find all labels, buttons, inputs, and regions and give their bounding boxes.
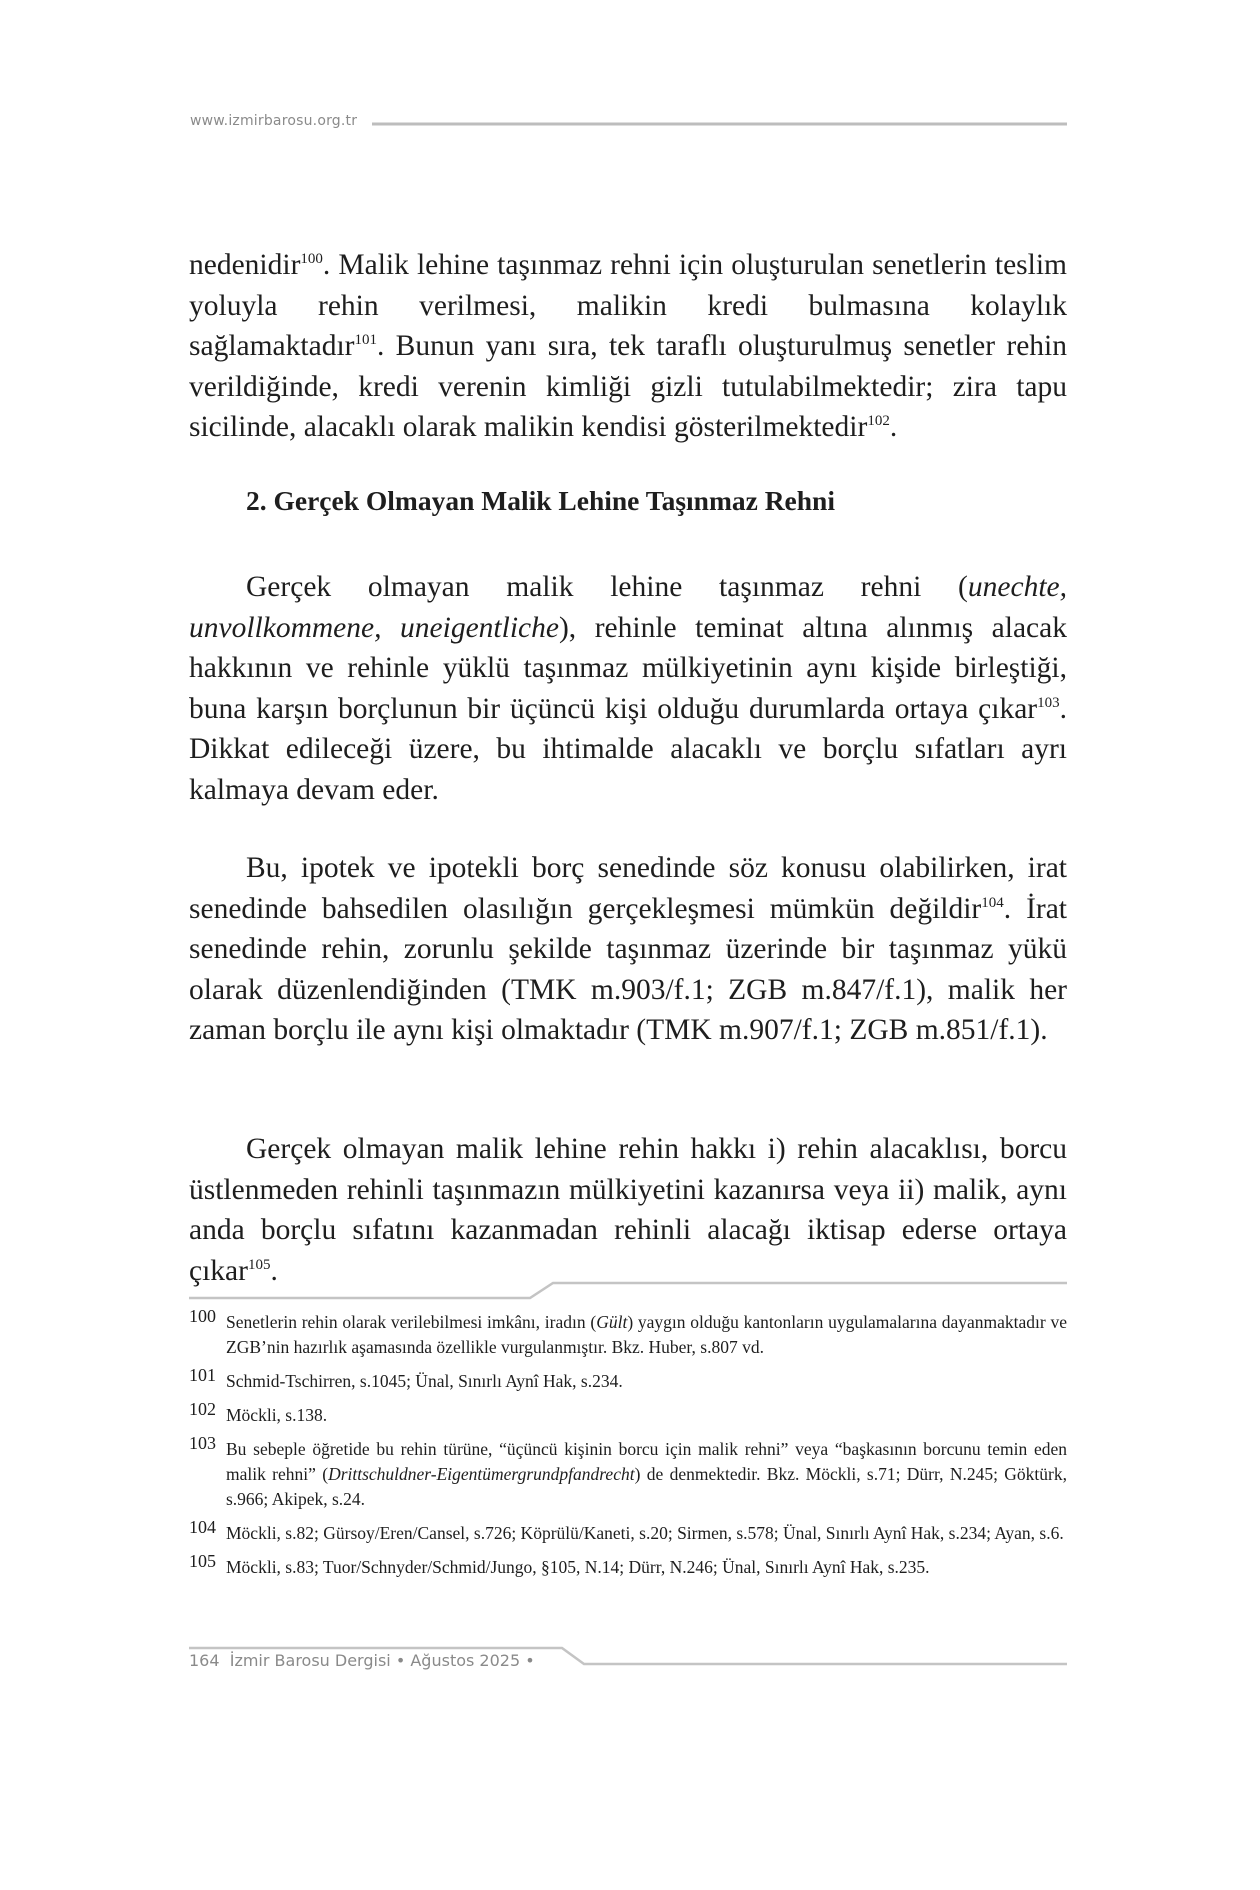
- section-heading: 2. Gerçek Olmayan Malik Lehine Taşınmaz Rehni: [246, 485, 835, 516]
- text: Bu, ipotek ve ipotekli borç senedinde söz konusu olabilirken, irat senedinde bahsedilen olasılığın gerçekleşmesi mümkün değildir: [189, 852, 1067, 925]
- page-number: 164: [189, 1651, 220, 1670]
- footnote-number: 101: [189, 1365, 216, 1385]
- text: Möckli, s.83; Tuor/Schnyder/Schmid/Jungo, §105, N.14; Dürr, N.246; Ünal, Sınırlı Aynî Hak, s.235.: [226, 1557, 930, 1577]
- header-url: www.izmirbarosu.org.tr: [190, 113, 358, 129]
- text: nedenidir: [189, 249, 301, 281]
- bullet-separator: •: [525, 1651, 535, 1670]
- footnote-number: 104: [189, 1517, 216, 1537]
- paragraph-1: [189, 245, 1067, 448]
- footnote-ref-105[interactable]: 105: [247, 1256, 271, 1273]
- footnote-100: [189, 1306, 1067, 1360]
- footnote-ref-102[interactable]: 102: [867, 413, 890, 430]
- paragraph-2: [189, 567, 1067, 810]
- paragraph-3: [189, 848, 1067, 1051]
- footnote-number: 105: [189, 1551, 216, 1571]
- page-footer: [189, 1651, 535, 1670]
- footnote-101: [189, 1365, 1067, 1394]
- issue-date: Ağustos 2025: [410, 1651, 521, 1670]
- bullet-separator: •: [395, 1651, 406, 1670]
- footnote-ref-100[interactable]: 100: [300, 251, 323, 268]
- italic-terms: unechte, unvollkommene, uneigentliche: [189, 571, 1067, 644]
- footnote-ref-101[interactable]: 101: [354, 332, 377, 349]
- text: .: [270, 1254, 278, 1287]
- footnote-104: [189, 1517, 1067, 1546]
- text: . İrat senedinde rehin, zorunlu şekilde taşınmaz üzerinde bir taşınmaz yükü olarak düzenlendiğinden (TMK m.903/f.1; ZGB m.847/f.1), malik her zaman borçlu ile aynı kişi olmaktadır (TMK m.907/f.1; ZGB m.851/f.1).: [189, 892, 1067, 1046]
- text: . Bunun yanı sıra, tek taraflı oluşturulmuş senetler rehin verildiğinde, kredi verenin kimliği gizli tutulabilmektedir; zira tapu sicilinde, alacaklı olarak malikin kendisi gösterilmektedir: [189, 330, 1067, 443]
- footnote-number: 103: [189, 1433, 216, 1453]
- footnote-102: [189, 1399, 1067, 1428]
- text: Bu sebeple öğretide bu rehin türüne, “üçüncü kişinin borcu için malik rehni” veya “başkasının borcunu temin eden malik rehni” (: [226, 1439, 1067, 1484]
- text: Gerçek olmayan malik lehine rehin hakkı i) rehin alacaklısı, borcu üstlenmeden rehinli taşınmazın mülkiyetini kazanırsa veya ii) malik, aynı anda borçlu sıfatını kazanmadan rehinli alacağı iktisap ederse ortaya çıkar: [189, 1133, 1067, 1287]
- italic-term: Drittschuldner-Eigentümergrundpfandrecht: [328, 1464, 635, 1484]
- text: . Dikkat edileceği üzere, bu ihtimalde alacaklı ve borçlu sıfatları ayrı kalmaya devam eder.: [189, 692, 1067, 806]
- text: ) de denmektedir. Bkz. Möckli, s.71; Dürr, N.245; Göktürk, s.966; Akipek, s.24.: [226, 1464, 1067, 1509]
- text: Senetlerin rehin olarak verilebilmesi imkânı, iradın (: [226, 1312, 597, 1332]
- text: Möckli, s.82; Gürsoy/Eren/Cansel, s.726; Köprülü/Kaneti, s.20; Sirmen, s.578; Ünal, Sınırlı Aynî Hak, s.234; Ayan, s.6.: [226, 1523, 1064, 1543]
- footnote-number: 100: [189, 1306, 216, 1326]
- journal-name: İzmir Barosu Dergisi: [229, 1651, 391, 1670]
- text: Möckli, s.138.: [226, 1405, 328, 1425]
- paragraph-4: [189, 1129, 1067, 1291]
- text: ) yaygın olduğu kantonların uygulamalarına dayanmaktadır ve ZGB’nin hazırlık aşamasında özellikle vurgulanmıştır. Bkz. Huber, s.807 vd.: [226, 1312, 1067, 1357]
- text: .: [889, 411, 898, 443]
- footnote-number: 102: [189, 1399, 216, 1419]
- footnote-103: [189, 1433, 1067, 1512]
- text: ), rehinle teminat altına alınmış alacak hakkının ve rehinle yüklü taşınmaz mülkiyetinin aynı kişide birleştiği, buna karşın borçlunun bir üçüncü kişi olduğu durumlarda ortaya çıkar: [189, 611, 1067, 725]
- italic-term: Gült: [596, 1312, 628, 1332]
- text: Gerçek olmayan malik lehine taşınmaz rehni (: [246, 571, 968, 603]
- footnote-ref-104[interactable]: 104: [981, 894, 1004, 911]
- footnote-ref-103[interactable]: 103: [1037, 694, 1060, 711]
- text: . Malik lehine taşınmaz rehni için oluşturulan senetlerin teslim yoluyla rehin verilmesi, malikin kredi bulmasına kolaylık sağlamaktadır: [189, 249, 1067, 362]
- footnotes: [189, 1306, 1067, 1589]
- text: Schmid-Tschirren, s.1045; Ünal, Sınırlı Aynî Hak, s.234.: [226, 1371, 623, 1391]
- footnote-105: [189, 1551, 1067, 1580]
